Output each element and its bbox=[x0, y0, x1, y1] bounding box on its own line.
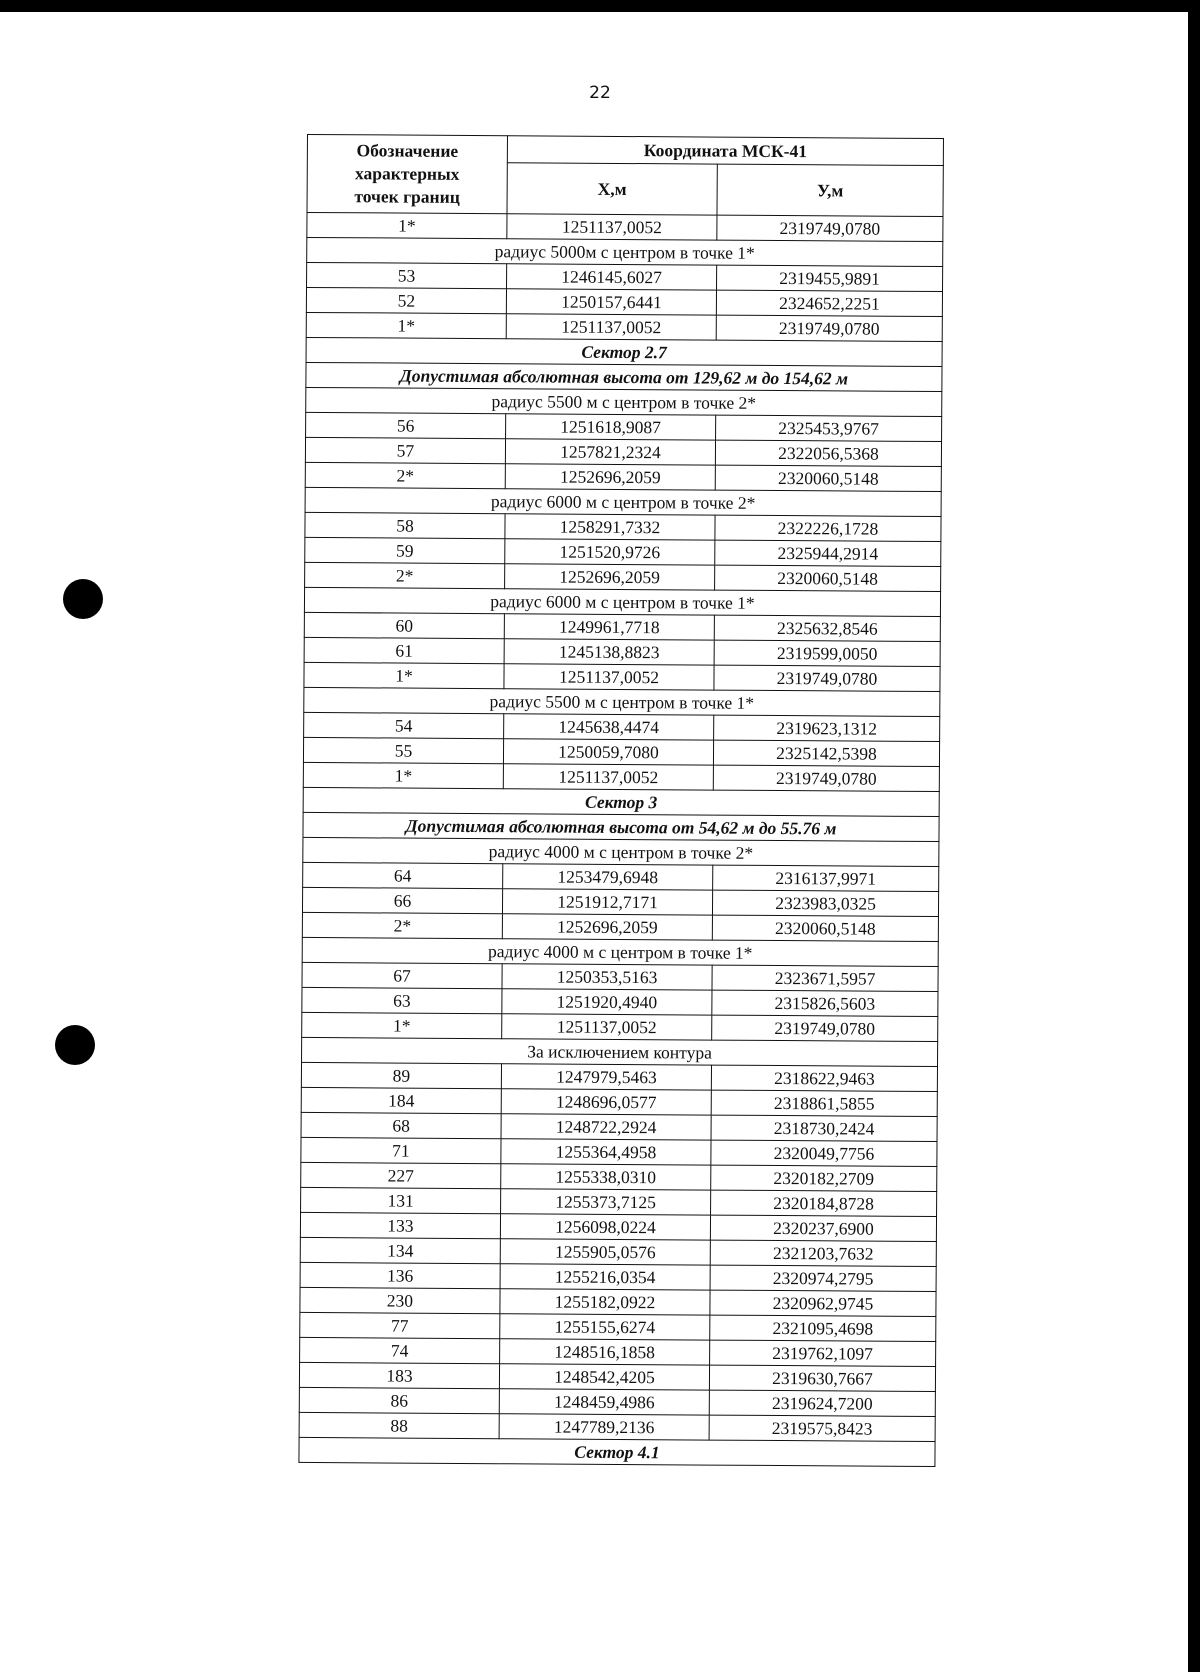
header-line: точек границ bbox=[354, 186, 460, 207]
coordinate-system-header: Координата МСК-41 bbox=[507, 136, 943, 166]
x-coordinate-cell: 1246145,6027 bbox=[507, 264, 717, 290]
point-id-cell: 57 bbox=[305, 437, 505, 463]
point-id-cell: 61 bbox=[304, 637, 504, 663]
point-id-cell: 66 bbox=[302, 887, 502, 913]
point-id-cell: 71 bbox=[301, 1137, 501, 1163]
x-coordinate-cell: 1251618,9087 bbox=[506, 414, 716, 440]
punch-hole bbox=[63, 579, 103, 619]
y-coordinate-cell: 2325944,2914 bbox=[715, 540, 941, 566]
radius-note: радиус 5500 м с центром в точке 1* bbox=[304, 687, 940, 716]
y-coordinate-cell: 2320962,9745 bbox=[710, 1290, 936, 1316]
y-coordinate-cell: 2319630,7667 bbox=[709, 1365, 935, 1391]
x-coordinate-cell: 1247979,5463 bbox=[501, 1064, 711, 1090]
point-id-cell: 1* bbox=[304, 662, 504, 688]
x-coordinate-cell: 1252696,2059 bbox=[505, 464, 715, 490]
y-coordinate-cell: 2319749,0780 bbox=[717, 215, 943, 241]
x-coordinate-cell: 1247789,2136 bbox=[499, 1414, 709, 1440]
x-coordinate-cell: 1255364,4958 bbox=[501, 1139, 711, 1165]
y-coordinate-cell: 2318730,2424 bbox=[711, 1115, 937, 1141]
x-coordinate-cell: 1251137,0052 bbox=[503, 764, 713, 790]
point-id-cell: 184 bbox=[301, 1087, 501, 1113]
point-id-cell: 59 bbox=[305, 537, 505, 563]
point-id-cell: 1* bbox=[303, 762, 503, 788]
y-coordinate-cell: 2325142,5398 bbox=[713, 740, 939, 766]
x-coordinate-cell: 1251912,7171 bbox=[502, 889, 712, 915]
x-coordinate-cell: 1251520,9726 bbox=[505, 539, 715, 565]
scan-border-right bbox=[1188, 0, 1200, 1672]
section-heading: Допустимая абсолютная высота от 129,62 м до 154,62 м bbox=[306, 362, 942, 391]
point-id-cell: 60 bbox=[304, 612, 504, 638]
point-id-cell: 1* bbox=[306, 312, 506, 338]
x-coordinate-cell: 1251137,0052 bbox=[502, 1014, 712, 1040]
point-id-cell: 77 bbox=[300, 1312, 500, 1338]
point-id-cell: 88 bbox=[299, 1412, 499, 1438]
y-coordinate-cell: 2320184,8728 bbox=[711, 1190, 937, 1216]
section-heading: Сектор 3 bbox=[303, 787, 939, 816]
y-coordinate-cell: 2319455,9891 bbox=[717, 265, 943, 291]
x-coordinate-cell: 1258291,7332 bbox=[505, 514, 715, 540]
x-coordinate-cell: 1248542,4205 bbox=[499, 1364, 709, 1390]
point-id-cell: 2* bbox=[302, 912, 502, 938]
point-id-cell: 58 bbox=[305, 512, 505, 538]
y-coordinate-cell: 2319749,0780 bbox=[713, 765, 939, 791]
table-body bbox=[299, 212, 943, 1466]
y-coordinate-cell: 2321203,7632 bbox=[710, 1240, 936, 1266]
x-coordinate-cell: 1251137,0052 bbox=[504, 664, 714, 690]
y-coordinate-cell: 2320060,5148 bbox=[715, 565, 941, 591]
y-column-header: У,м bbox=[717, 164, 943, 216]
point-id-cell: 54 bbox=[304, 712, 504, 738]
point-id-cell: 64 bbox=[303, 862, 503, 888]
x-coordinate-cell: 1252696,2059 bbox=[505, 564, 715, 590]
radius-note: За исключением контура bbox=[302, 1037, 938, 1066]
x-coordinate-cell: 1250353,5163 bbox=[502, 964, 712, 990]
point-id-cell: 133 bbox=[300, 1212, 500, 1238]
x-coordinate-cell: 1249961,7718 bbox=[504, 614, 714, 640]
y-coordinate-cell: 2320060,5148 bbox=[712, 915, 938, 941]
y-coordinate-cell: 2320182,2709 bbox=[711, 1165, 937, 1191]
point-designation-header bbox=[307, 134, 507, 213]
x-coordinate-cell: 1248516,1858 bbox=[500, 1339, 710, 1365]
radius-note: радиус 5000м с центром в точке 1* bbox=[307, 237, 943, 266]
point-id-cell: 86 bbox=[299, 1387, 499, 1413]
point-id-cell: 1* bbox=[302, 1012, 502, 1038]
x-coordinate-cell: 1245138,8823 bbox=[504, 639, 714, 665]
y-coordinate-cell: 2323671,5957 bbox=[712, 965, 938, 991]
y-coordinate-cell: 2322056,5368 bbox=[715, 440, 941, 466]
point-id-cell: 63 bbox=[302, 987, 502, 1013]
x-coordinate-cell: 1251137,0052 bbox=[506, 314, 716, 340]
y-coordinate-cell: 2321095,4698 bbox=[710, 1315, 936, 1341]
y-coordinate-cell: 2324652,2251 bbox=[716, 290, 942, 316]
point-id-cell: 68 bbox=[301, 1112, 501, 1138]
y-coordinate-cell: 2325632,8546 bbox=[714, 615, 940, 641]
header-line: характерных bbox=[354, 163, 460, 184]
point-id-cell: 183 bbox=[299, 1362, 499, 1388]
point-id-cell: 2* bbox=[305, 562, 505, 588]
y-coordinate-cell: 2320049,7756 bbox=[711, 1140, 937, 1166]
page-number: 22 bbox=[589, 83, 611, 103]
radius-note: радиус 5500 м с центром в точке 2* bbox=[306, 387, 942, 416]
point-id-cell: 2* bbox=[305, 462, 505, 488]
point-id-cell: 1* bbox=[307, 212, 507, 238]
section-heading: Допустимая абсолютная высота от 54,62 м до 55.76 м bbox=[303, 812, 939, 841]
y-coordinate-cell: 2319762,1097 bbox=[710, 1340, 936, 1366]
x-coordinate-cell: 1255338,0310 bbox=[501, 1164, 711, 1190]
header-line: Обозначение bbox=[356, 140, 459, 161]
point-id-cell: 89 bbox=[301, 1062, 501, 1088]
x-coordinate-cell: 1253479,6948 bbox=[503, 864, 713, 890]
x-coordinate-cell: 1255155,6274 bbox=[500, 1314, 710, 1340]
y-coordinate-cell: 2318622,9463 bbox=[711, 1065, 937, 1091]
x-coordinate-cell: 1251137,0052 bbox=[507, 214, 717, 240]
x-coordinate-cell: 1255373,7125 bbox=[501, 1189, 711, 1215]
y-coordinate-cell: 2319623,1312 bbox=[714, 715, 940, 741]
y-coordinate-cell: 2320060,5148 bbox=[715, 465, 941, 491]
x-coordinate-cell: 1252696,2059 bbox=[502, 914, 712, 940]
x-coordinate-cell: 1248722,2924 bbox=[501, 1114, 711, 1140]
y-coordinate-cell: 2319599,0050 bbox=[714, 640, 940, 666]
radius-note: радиус 6000 м с центром в точке 1* bbox=[304, 587, 940, 616]
x-coordinate-cell: 1250059,7080 bbox=[503, 739, 713, 765]
y-coordinate-cell: 2323983,0325 bbox=[712, 890, 938, 916]
x-coordinate-cell: 1255905,0576 bbox=[500, 1239, 710, 1265]
radius-note: радиус 4000 м с центром в точке 1* bbox=[302, 937, 938, 966]
punch-hole bbox=[55, 1025, 95, 1065]
radius-note: радиус 4000 м с центром в точке 2* bbox=[303, 837, 939, 866]
x-coordinate-cell: 1255182,0922 bbox=[500, 1289, 710, 1315]
point-id-cell: 230 bbox=[300, 1287, 500, 1313]
radius-note: радиус 6000 м с центром в точке 2* bbox=[305, 487, 941, 516]
point-id-cell: 136 bbox=[300, 1262, 500, 1288]
x-coordinate-cell: 1255216,0354 bbox=[500, 1264, 710, 1290]
y-coordinate-cell: 2320974,2795 bbox=[710, 1265, 936, 1291]
scan-border-top bbox=[0, 0, 1200, 12]
point-id-cell: 56 bbox=[306, 412, 506, 438]
point-id-cell: 227 bbox=[301, 1162, 501, 1188]
point-id-cell: 67 bbox=[302, 962, 502, 988]
x-coordinate-cell: 1248696,0577 bbox=[501, 1089, 711, 1115]
y-coordinate-cell: 2322226,1728 bbox=[715, 515, 941, 541]
point-id-cell: 131 bbox=[301, 1187, 501, 1213]
y-coordinate-cell: 2315826,5603 bbox=[712, 990, 938, 1016]
section-row bbox=[299, 1437, 935, 1466]
y-coordinate-cell: 2316137,9971 bbox=[713, 865, 939, 891]
point-id-cell: 53 bbox=[307, 262, 507, 288]
section-heading: Сектор 4.1 bbox=[299, 1437, 935, 1466]
y-coordinate-cell: 2319749,0780 bbox=[716, 315, 942, 341]
x-coordinate-cell: 1250157,6441 bbox=[506, 289, 716, 315]
section-heading: Сектор 2.7 bbox=[306, 337, 942, 366]
point-id-cell: 134 bbox=[300, 1237, 500, 1263]
point-id-cell: 52 bbox=[306, 287, 506, 313]
point-id-cell: 74 bbox=[300, 1337, 500, 1363]
point-id-cell: 55 bbox=[303, 737, 503, 763]
table-header bbox=[307, 134, 943, 216]
y-coordinate-cell: 2319749,0780 bbox=[712, 1015, 938, 1041]
coordinates-table bbox=[298, 134, 944, 1467]
x-coordinate-cell: 1245638,4474 bbox=[504, 714, 714, 740]
y-coordinate-cell: 2318861,5855 bbox=[711, 1090, 937, 1116]
y-coordinate-cell: 2325453,9767 bbox=[716, 415, 942, 441]
x-coordinate-cell: 1251920,4940 bbox=[502, 989, 712, 1015]
y-coordinate-cell: 2320237,6900 bbox=[710, 1215, 936, 1241]
x-coordinate-cell: 1257821,2324 bbox=[505, 439, 715, 465]
y-coordinate-cell: 2319624,7200 bbox=[709, 1390, 935, 1416]
y-coordinate-cell: 2319575,8423 bbox=[709, 1415, 935, 1441]
y-coordinate-cell: 2319749,0780 bbox=[714, 665, 940, 691]
x-coordinate-cell: 1248459,4986 bbox=[499, 1389, 709, 1415]
x-coordinate-cell: 1256098,0224 bbox=[500, 1214, 710, 1240]
x-column-header: Х,м bbox=[507, 163, 717, 215]
